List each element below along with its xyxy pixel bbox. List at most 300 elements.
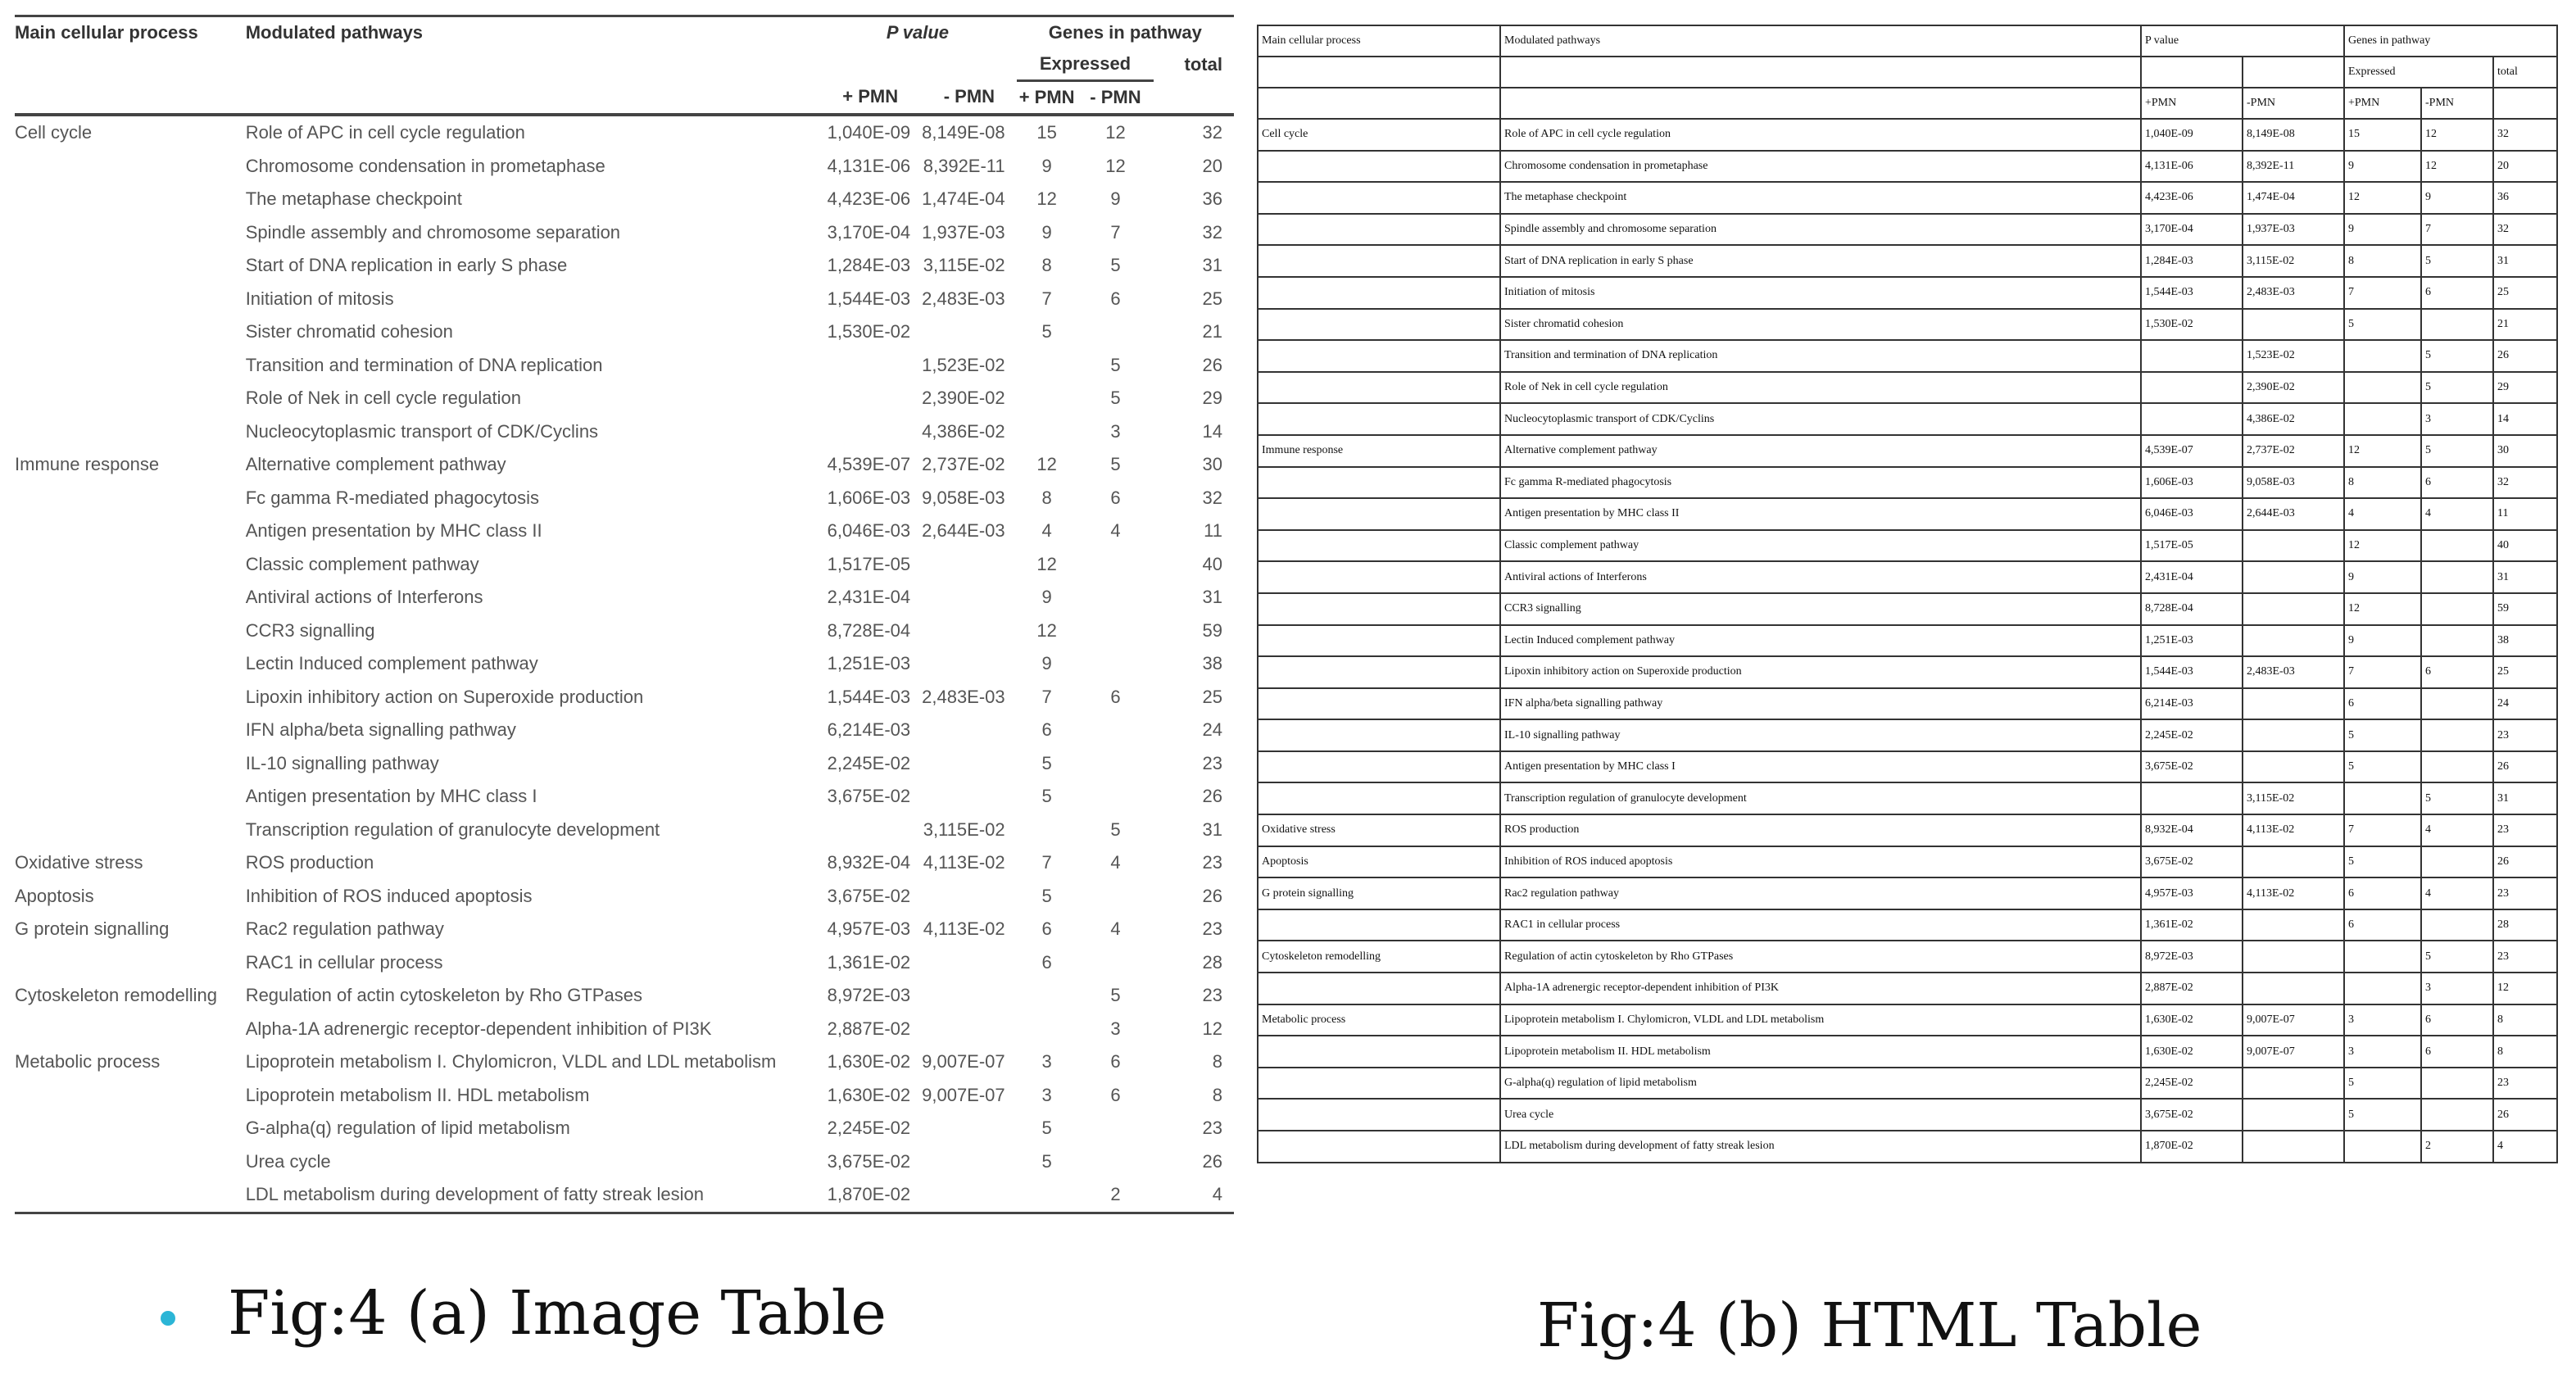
pvalue-minus-cell: 1,523E-02 [922, 354, 1005, 375]
expressed-minus-cell: 6 [2421, 1004, 2493, 1036]
expressed-plus-cell: 5 [2344, 719, 2421, 751]
expressed-minus-cell [1077, 714, 1154, 747]
expressed-plus-cell: 12 [2344, 435, 2421, 467]
expressed-plus-cell: 7 [1041, 288, 1052, 309]
pvalue-plus-cell: 6,214E-03 [827, 719, 911, 740]
process-cell [1258, 751, 1500, 783]
pvalue-minus-cell: 9,007E-07 [922, 1084, 1005, 1105]
pathway-cell: Lipoprotein metabolism II. HDL metabolism [1500, 1036, 2141, 1068]
table-row [1258, 688, 2557, 720]
table-row [15, 780, 1234, 814]
total-cell: 12 [1202, 1018, 1222, 1039]
pvalue-minus-cell: 8,149E-08 [2243, 119, 2344, 151]
table-row [15, 349, 1234, 383]
table-row [15, 1079, 1234, 1113]
total-cell: 21 [2493, 309, 2557, 341]
expressed-minus-cell [1077, 747, 1154, 781]
total-cell: 23 [1202, 985, 1222, 1005]
pvalue-plus-cell: 2,245E-02 [2141, 1068, 2243, 1100]
total-cell: 32 [1202, 122, 1222, 143]
expressed-minus-cell [2421, 1099, 2493, 1131]
table-row [1258, 751, 2557, 783]
pathway-cell: Lipoprotein metabolism II. HDL metabolism [245, 1084, 590, 1105]
expressed-minus-cell [1077, 1112, 1154, 1145]
expressed-minus-cell: 3 [2421, 403, 2493, 435]
pvalue-minus-cell [922, 946, 1017, 980]
table-row [15, 283, 1234, 316]
table-row [1258, 498, 2557, 530]
pathway-cell: Classic complement pathway [245, 553, 479, 574]
html-header-genes-in-pathway: Genes in pathway [2344, 25, 2557, 57]
total-cell: 30 [1202, 454, 1222, 474]
expressed-minus-cell: 4 [1110, 918, 1121, 939]
process-cell [15, 349, 246, 383]
table-row [15, 415, 1234, 449]
html-header-pvalue-minus-pmn: -PMN [2243, 88, 2344, 119]
total-cell: 23 [1202, 918, 1222, 939]
process-cell [1258, 214, 1500, 246]
header-total: total [1184, 53, 1222, 75]
process-cell [15, 1079, 246, 1113]
table-row [1258, 309, 2557, 341]
expressed-plus-cell: 8 [1041, 487, 1052, 508]
table-row [1258, 909, 2557, 941]
pvalue-minus-cell [2243, 941, 2344, 973]
total-cell: 32 [1202, 487, 1222, 508]
pvalue-plus-cell: 1,361E-02 [827, 951, 911, 973]
table-row [1258, 1068, 2557, 1100]
pvalue-plus-cell: 2,887E-02 [827, 1018, 911, 1039]
total-cell: 40 [2493, 530, 2557, 562]
pathway-cell: Lectin Induced complement pathway [245, 653, 538, 673]
table-row [1258, 151, 2557, 183]
header-main-process: Main cellular process [15, 16, 246, 49]
pathway-cell: Antigen presentation by MHC class I [1500, 751, 2141, 783]
pvalue-minus-cell [2243, 1068, 2344, 1100]
total-cell: 8 [2493, 1004, 2557, 1036]
table-row [15, 647, 1234, 681]
pathway-cell: Lipoprotein metabolism I. Chylomicron, VLDL and LDL metabolism [1500, 1004, 2141, 1036]
pvalue-minus-cell [2243, 909, 2344, 941]
expressed-plus-cell: 8 [2344, 245, 2421, 277]
table-row [15, 714, 1234, 747]
total-cell: 23 [1202, 852, 1222, 873]
pathway-cell: CCR3 signalling [245, 619, 375, 641]
expressed-plus-cell [1017, 979, 1077, 1013]
pathway-cell: ROS production [1500, 814, 2141, 846]
process-cell [15, 183, 246, 216]
html-table-body [1258, 119, 2557, 1163]
expressed-plus-cell: 9 [2344, 561, 2421, 593]
total-cell: 26 [2493, 846, 2557, 878]
expressed-plus-cell: 6 [2344, 877, 2421, 909]
html-table-figure [1257, 25, 2556, 1163]
total-cell: 23 [2493, 1068, 2557, 1100]
pathway-cell: Start of DNA replication in early S phase [245, 255, 568, 275]
expressed-minus-cell: 12 [2421, 119, 2493, 151]
pvalue-plus-cell: 1,606E-03 [2141, 467, 2243, 499]
expressed-plus-cell: 9 [1041, 221, 1052, 243]
pvalue-minus-cell: 2,737E-02 [2243, 435, 2344, 467]
pvalue-minus-cell [2243, 751, 2344, 783]
pvalue-minus-cell: 2,644E-03 [922, 520, 1005, 541]
pathway-cell: IL-10 signalling pathway [245, 752, 439, 773]
table-row [15, 1145, 1234, 1179]
pvalue-minus-cell [922, 581, 1017, 614]
pvalue-plus-cell: 8,932E-04 [827, 852, 911, 873]
pvalue-minus-cell: 4,113E-02 [923, 852, 1005, 873]
expressed-plus-cell: 5 [2344, 1099, 2421, 1131]
expressed-plus-cell: 9 [2344, 625, 2421, 657]
pvalue-minus-cell: 1,937E-03 [922, 221, 1005, 243]
pvalue-minus-cell [922, 880, 1017, 914]
pvalue-minus-cell [922, 548, 1017, 582]
pvalue-plus-cell: 1,530E-02 [827, 321, 911, 342]
total-cell: 23 [2493, 719, 2557, 751]
expressed-minus-cell: 4 [2421, 498, 2493, 530]
process-cell [15, 681, 246, 714]
pvalue-minus-cell: 2,483E-03 [2243, 656, 2344, 688]
table-row [15, 249, 1234, 283]
pvalue-minus-cell [2243, 973, 2344, 1004]
pvalue-minus-cell: 3,115E-02 [923, 818, 1005, 840]
expressed-plus-cell: 5 [1041, 885, 1052, 906]
expressed-plus-cell [2344, 1131, 2421, 1163]
expressed-plus-cell: 6 [1041, 951, 1052, 973]
pathway-cell: Alpha-1A adrenergic receptor-dependent inhibition of PI3K [1500, 973, 2141, 1004]
process-cell [15, 283, 246, 316]
pvalue-plus-cell [2141, 372, 2243, 404]
process-cell: Cytoskeleton remodelling [15, 985, 218, 1005]
total-cell: 8 [1212, 1084, 1222, 1105]
process-cell: Cytoskeleton remodelling [1258, 941, 1500, 973]
pvalue-plus-cell: 2,887E-02 [2141, 973, 2243, 1004]
total-cell: 31 [1202, 818, 1222, 840]
pvalue-minus-cell [2243, 719, 2344, 751]
table-row [1258, 1004, 2557, 1036]
table-row [15, 315, 1234, 349]
expressed-plus-cell: 3 [2344, 1004, 2421, 1036]
pathway-cell: Role of APC in cell cycle regulation [245, 122, 525, 143]
expressed-plus-cell [1017, 349, 1077, 383]
table-row [15, 115, 1234, 150]
pathway-cell: Inhibition of ROS induced apoptosis [1500, 846, 2141, 878]
header-modulated-pathways: Modulated pathways [246, 16, 819, 49]
total-cell: 32 [2493, 119, 2557, 151]
expressed-minus-cell [1077, 1145, 1154, 1179]
expressed-plus-cell: 5 [2344, 309, 2421, 341]
expressed-plus-cell: 6 [2344, 688, 2421, 720]
pvalue-minus-cell [2243, 593, 2344, 625]
total-cell: 8 [2493, 1036, 2557, 1068]
pvalue-minus-cell: 1,474E-04 [922, 188, 1005, 209]
table-row [1258, 814, 2557, 846]
total-cell: 23 [1202, 752, 1222, 773]
expressed-minus-cell: 2 [2421, 1131, 2493, 1163]
process-cell [15, 581, 246, 614]
expressed-plus-cell: 15 [2344, 119, 2421, 151]
table-row [1258, 182, 2557, 214]
pvalue-minus-cell [922, 780, 1017, 814]
expressed-minus-cell [2421, 909, 2493, 941]
process-cell [15, 614, 246, 648]
expressed-minus-cell: 5 [1110, 255, 1121, 275]
pvalue-plus-cell: 1,530E-02 [2141, 309, 2243, 341]
total-cell: 20 [2493, 151, 2557, 183]
pvalue-plus-cell: 2,431E-04 [2141, 561, 2243, 593]
table-row [15, 1178, 1234, 1213]
expressed-minus-cell: 9 [1110, 188, 1121, 209]
table-row [1258, 1131, 2557, 1163]
total-cell: 4 [1154, 1178, 1234, 1213]
expressed-plus-cell: 7 [2344, 277, 2421, 309]
pvalue-minus-cell: 8,392E-11 [923, 155, 1005, 176]
pathway-cell: Transcription regulation of granulocyte development [245, 818, 660, 840]
expressed-plus-cell [1017, 814, 1077, 847]
expressed-minus-cell [2421, 530, 2493, 562]
pathway-cell: Regulation of actin cytoskeleton by Rho GTPases [1500, 941, 2141, 973]
pvalue-plus-cell [819, 382, 922, 415]
html-header-modulated-pathways: Modulated pathways [1500, 25, 2141, 57]
pathway-cell: Fc gamma R-mediated phagocytosis [245, 487, 539, 508]
total-cell: 38 [1202, 653, 1222, 673]
pvalue-plus-cell [2141, 782, 2243, 814]
pvalue-minus-cell: 2,644E-03 [2243, 498, 2344, 530]
process-cell [1258, 151, 1500, 183]
expressed-plus-cell: 12 [1036, 619, 1057, 641]
expressed-minus-cell [1077, 946, 1154, 980]
total-cell: 26 [1202, 354, 1222, 375]
total-cell: 30 [2493, 435, 2557, 467]
pathway-cell: Spindle assembly and chromosome separation [1500, 214, 2141, 246]
expressed-plus-cell [2344, 340, 2421, 372]
pvalue-minus-cell: 3,115E-02 [923, 255, 1005, 275]
pvalue-minus-cell: 9,007E-07 [2243, 1036, 2344, 1068]
expressed-minus-cell [2421, 1068, 2493, 1100]
expressed-plus-cell [2344, 973, 2421, 1004]
table-row [1258, 435, 2557, 467]
pathway-cell: G-alpha(q) regulation of lipid metabolism [1500, 1068, 2141, 1100]
expressed-minus-cell: 3 [1110, 1018, 1121, 1039]
pvalue-minus-cell [2243, 625, 2344, 657]
expressed-minus-cell: 4 [2421, 814, 2493, 846]
process-cell: Oxidative stress [15, 852, 143, 873]
process-cell [1258, 1131, 1500, 1163]
pathway-cell: RAC1 in cellular process [245, 951, 443, 973]
expressed-plus-cell: 15 [1036, 122, 1057, 143]
html-table [1257, 25, 2558, 1163]
table-row [15, 880, 1234, 914]
process-cell [15, 747, 246, 781]
html-header-expressed: Expressed [2344, 57, 2493, 88]
process-cell: Cell cycle [15, 122, 93, 143]
expressed-minus-cell [1077, 548, 1154, 582]
pvalue-plus-cell: 2,431E-04 [827, 587, 911, 607]
pvalue-plus-cell: 4,957E-03 [827, 918, 911, 939]
process-cell [1258, 688, 1500, 720]
total-cell: 20 [1202, 155, 1222, 176]
expressed-plus-cell [1017, 382, 1077, 415]
pvalue-plus-cell: 2,245E-02 [2141, 719, 2243, 751]
process-cell [1258, 372, 1500, 404]
table-row [15, 482, 1234, 515]
total-cell: 31 [2493, 245, 2557, 277]
table-row [1258, 467, 2557, 499]
total-cell: 40 [1202, 553, 1222, 574]
process-cell: Apoptosis [1258, 846, 1500, 878]
header-p-value: P value [819, 16, 1016, 49]
pathway-cell: Sister chromatid cohesion [245, 321, 453, 342]
expressed-minus-cell: 5 [2421, 941, 2493, 973]
pvalue-plus-cell: 1,544E-03 [827, 288, 911, 309]
process-cell: Apoptosis [15, 885, 94, 906]
process-cell [15, 946, 246, 980]
pvalue-plus-cell: 3,675E-02 [2141, 846, 2243, 878]
total-cell: 29 [1202, 388, 1222, 408]
expressed-plus-cell: 4 [1041, 520, 1052, 541]
pvalue-plus-cell: 8,728E-04 [2141, 593, 2243, 625]
pvalue-minus-cell: 8,392E-11 [2243, 151, 2344, 183]
expressed-plus-cell: 3 [1041, 1051, 1052, 1072]
pvalue-plus-cell: 8,972E-03 [2141, 941, 2243, 973]
pvalue-minus-cell: 4,113E-02 [2243, 814, 2344, 846]
pvalue-plus-cell: 1,517E-05 [827, 553, 911, 574]
expressed-plus-cell: 9 [1041, 653, 1052, 673]
process-cell: Immune response [15, 454, 160, 474]
pathway-cell: Urea cycle [245, 1150, 331, 1172]
pvalue-minus-cell [922, 614, 1017, 648]
pvalue-minus-cell [2243, 1131, 2344, 1163]
total-cell: 29 [2493, 372, 2557, 404]
expressed-minus-cell: 5 [1110, 454, 1121, 474]
pathway-cell: The metaphase checkpoint [1500, 182, 2141, 214]
header-expressed-plus-pmn: + PMN [1017, 81, 1077, 116]
pvalue-minus-cell: 4,113E-02 [2243, 877, 2344, 909]
expressed-plus-cell: 7 [1041, 852, 1052, 873]
total-cell: 26 [2493, 751, 2557, 783]
process-cell [1258, 309, 1500, 341]
pathway-cell: Role of APC in cell cycle regulation [1500, 119, 2141, 151]
pvalue-minus-cell: 2,483E-03 [2243, 277, 2344, 309]
header-genes-in-pathway: Genes in pathway [1017, 16, 1234, 49]
pvalue-minus-cell: 2,737E-02 [922, 454, 1005, 474]
pvalue-plus-cell: 4,423E-06 [2141, 182, 2243, 214]
process-cell [15, 1013, 246, 1046]
pvalue-plus-cell [2141, 340, 2243, 372]
expressed-minus-cell: 4 [1110, 852, 1121, 873]
expressed-minus-cell: 3 [2421, 973, 2493, 1004]
pathway-cell: Antiviral actions of Interferons [1500, 561, 2141, 593]
total-cell: 28 [1202, 951, 1222, 973]
expressed-plus-cell: 4 [2344, 498, 2421, 530]
pvalue-plus-cell: 3,675E-02 [827, 885, 911, 906]
process-cell [15, 814, 246, 847]
pvalue-plus-cell: 1,870E-02 [819, 1178, 922, 1213]
expressed-minus-cell: 12 [1105, 155, 1126, 176]
pathway-cell: Classic complement pathway [1500, 530, 2141, 562]
expressed-minus-cell: 6 [1110, 1051, 1121, 1072]
pathway-cell: Inhibition of ROS induced apoptosis [245, 885, 533, 906]
pathway-cell: CCR3 signalling [1500, 593, 2141, 625]
pathway-cell: Chromosome condensation in prometaphase [245, 155, 605, 176]
table-row [1258, 214, 2557, 246]
expressed-minus-cell: 5 [1110, 818, 1121, 840]
expressed-minus-cell: 6 [2421, 277, 2493, 309]
table-row [15, 681, 1234, 714]
pathway-cell: Rac2 regulation pathway [1500, 877, 2141, 909]
table-row [15, 1013, 1234, 1046]
pathway-cell: Lectin Induced complement pathway [1500, 625, 2141, 657]
expressed-minus-cell: 5 [2421, 340, 2493, 372]
table-row [15, 614, 1234, 648]
expressed-minus-cell: 5 [1110, 354, 1121, 375]
table-row [1258, 561, 2557, 593]
total-cell: 31 [1202, 587, 1222, 607]
expressed-plus-cell: 3 [1041, 1084, 1052, 1105]
process-cell [1258, 625, 1500, 657]
pvalue-minus-cell: 4,386E-02 [2243, 403, 2344, 435]
pvalue-minus-cell [922, 714, 1017, 747]
total-cell: 31 [2493, 561, 2557, 593]
pathway-cell: IFN alpha/beta signalling pathway [245, 719, 516, 740]
expressed-plus-cell: 7 [2344, 656, 2421, 688]
pvalue-plus-cell: 4,423E-06 [827, 188, 911, 209]
total-cell: 11 [1204, 520, 1222, 541]
expressed-minus-cell: 2 [1077, 1178, 1154, 1213]
expressed-minus-cell: 4 [2421, 877, 2493, 909]
pvalue-plus-cell [819, 349, 922, 383]
expressed-plus-cell: 5 [1041, 752, 1052, 773]
pathway-cell: Antigen presentation by MHC class I [245, 786, 537, 806]
table-row [1258, 846, 2557, 878]
pathway-cell: Spindle assembly and chromosome separation [245, 221, 621, 243]
process-cell: Oxidative stress [1258, 814, 1500, 846]
total-cell: 25 [2493, 656, 2557, 688]
pvalue-minus-cell [922, 647, 1017, 681]
total-cell: 59 [2493, 593, 2557, 625]
table-row [1258, 719, 2557, 751]
total-cell: 36 [2493, 182, 2557, 214]
pathway-cell: ROS production [245, 852, 374, 873]
pathway-cell: Sister chromatid cohesion [1500, 309, 2141, 341]
expressed-minus-cell [2421, 751, 2493, 783]
pvalue-minus-cell: 2,390E-02 [922, 388, 1005, 408]
total-cell: 26 [2493, 1099, 2557, 1131]
pvalue-plus-cell: 1,361E-02 [2141, 909, 2243, 941]
expressed-plus-cell: 12 [2344, 530, 2421, 562]
expressed-plus-cell: 5 [2344, 751, 2421, 783]
total-cell: 24 [1202, 719, 1222, 740]
expressed-plus-cell [1017, 415, 1077, 449]
caption-image-table: Fig:4 (a) Image Table [228, 1278, 887, 1349]
process-cell [15, 482, 246, 515]
process-cell [1258, 245, 1500, 277]
process-cell [1258, 182, 1500, 214]
expressed-minus-cell: 7 [1110, 221, 1121, 243]
expressed-plus-cell: 7 [2344, 814, 2421, 846]
process-cell [1258, 498, 1500, 530]
pvalue-plus-cell: 1,284E-03 [827, 255, 911, 275]
pathway-cell: Urea cycle [1500, 1099, 2141, 1131]
process-cell [1258, 656, 1500, 688]
total-cell: 23 [1202, 1118, 1222, 1138]
expressed-minus-cell [1077, 780, 1154, 814]
expressed-plus-cell: 9 [2344, 151, 2421, 183]
total-cell: 26 [1202, 786, 1222, 806]
total-cell: 32 [1202, 221, 1222, 243]
expressed-minus-cell: 5 [1110, 388, 1121, 408]
image-table-body [15, 115, 1234, 1213]
